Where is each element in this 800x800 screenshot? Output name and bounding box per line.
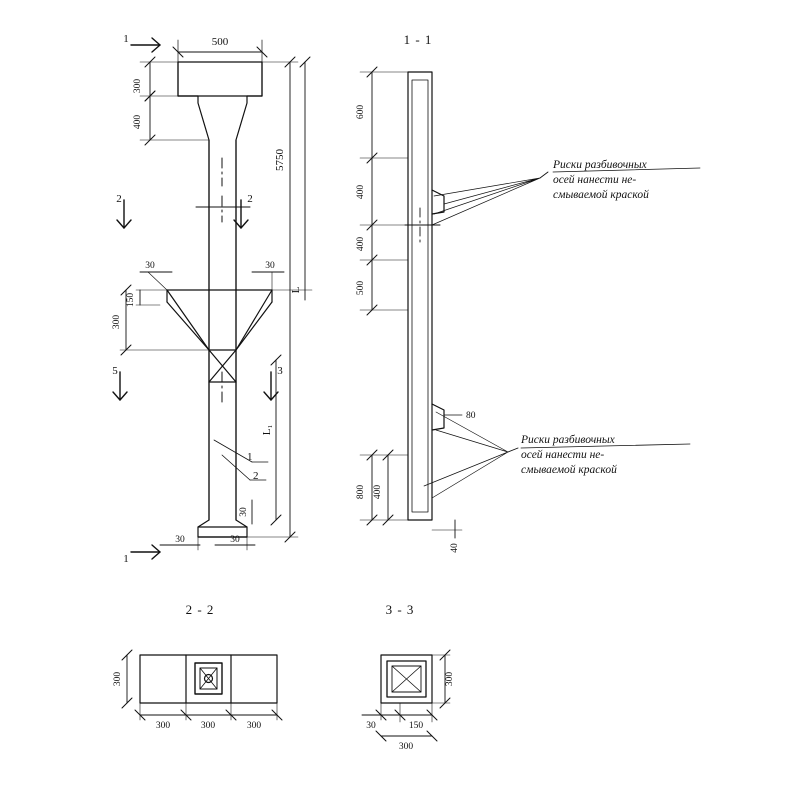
note-top-line-2: осей нанести не- (553, 174, 637, 186)
section22-dim-label-middle: 300 (200, 721, 216, 731)
section-title-3-3: 3 - 3 (385, 602, 415, 617)
section33-core-cross (392, 666, 421, 692)
section33-dim-label-total: 300 (398, 742, 414, 752)
corbel-right-slope (236, 302, 272, 350)
dim-600-ext (360, 72, 408, 158)
mark-label-1-top: 1 (123, 33, 129, 45)
dim-corbel-left-lead (148, 272, 167, 290)
dim-label-40: 40 (450, 543, 460, 553)
section22-dim-label-right: 300 (246, 721, 262, 731)
section33-dim-label-right: 150 (408, 721, 424, 731)
dim-label-L1: L₁ (261, 424, 273, 436)
leader-label-1: 1 (247, 451, 253, 463)
corbel-left-slope (167, 302, 209, 350)
dim-label-corbel-left-30: 30 (145, 261, 155, 271)
section11-embed-lower (432, 404, 444, 430)
dim-label-corbel-right-30: 30 (265, 261, 275, 271)
note-bottom-line-2: осей нанести не- (521, 449, 605, 461)
section11-embed-upper (432, 190, 444, 214)
dim-label-80: 80 (466, 411, 476, 421)
dim-label-bottom-left-30: 30 (175, 535, 185, 545)
note-bottom-line-1: Риски разбивочных (521, 434, 615, 446)
note-bottom-leaders (424, 412, 508, 498)
dim-label-bottom-30: 30 (239, 507, 249, 517)
section33-dim-ext (381, 703, 432, 722)
dim-label-150: 150 (126, 292, 136, 308)
mark-label-3-right: 3 (277, 365, 283, 377)
note-bottom-line-3: смываемой краской (521, 464, 617, 476)
note-bottom-leader-tip (508, 448, 518, 452)
dim-label-400c: 400 (373, 484, 383, 500)
section33-dim-label-left: 30 (366, 721, 376, 731)
section-title-1-1: 1 - 1 (403, 32, 433, 47)
dim-label-500: 500 (211, 36, 229, 48)
dim-label-300-top: 300 (133, 78, 143, 94)
note-top-leaders (432, 178, 540, 225)
dim-label-500s: 500 (356, 280, 366, 296)
section22-dim-label-height: 300 (113, 671, 123, 687)
dim-label-400-neck: 400 (133, 114, 143, 130)
mark-label-5-left: 5 (112, 365, 118, 377)
note-top (552, 159, 649, 201)
dim-label-bottom-right-30: 30 (230, 535, 240, 545)
section22-dim-ext (140, 703, 277, 720)
dim-label-600: 600 (356, 104, 366, 120)
section22-dim-label-left: 300 (155, 721, 171, 731)
column-outline (178, 62, 262, 537)
dim-label-300-corbel: 300 (112, 314, 122, 330)
mark-label-2-left: 2 (116, 193, 122, 205)
note-top-line-3: смываемой краской (553, 189, 649, 201)
dim-label-400a: 400 (356, 184, 366, 200)
dim-label-800: 800 (356, 484, 366, 500)
section33-dim-label-height: 300 (445, 671, 455, 687)
mark-label-2-right: 2 (247, 193, 253, 205)
note-top-line-1: Риски разбивочных (553, 159, 647, 171)
dim-label-400b: 400 (356, 236, 366, 252)
leader-label-2: 2 (253, 470, 259, 482)
dim-300-ext (140, 62, 198, 96)
note-top-leader-tip (540, 172, 548, 178)
dim-label-L: L (290, 286, 302, 294)
section11-inner (412, 80, 428, 512)
dim-label-5750: 5750 (274, 149, 286, 171)
mark-label-1-bottom: 1 (123, 553, 129, 565)
section-title-2-2: 2 - 2 (185, 602, 215, 617)
dim-800-ext (360, 455, 408, 520)
note-bottom (520, 434, 617, 476)
section22-core-cross (200, 668, 217, 689)
